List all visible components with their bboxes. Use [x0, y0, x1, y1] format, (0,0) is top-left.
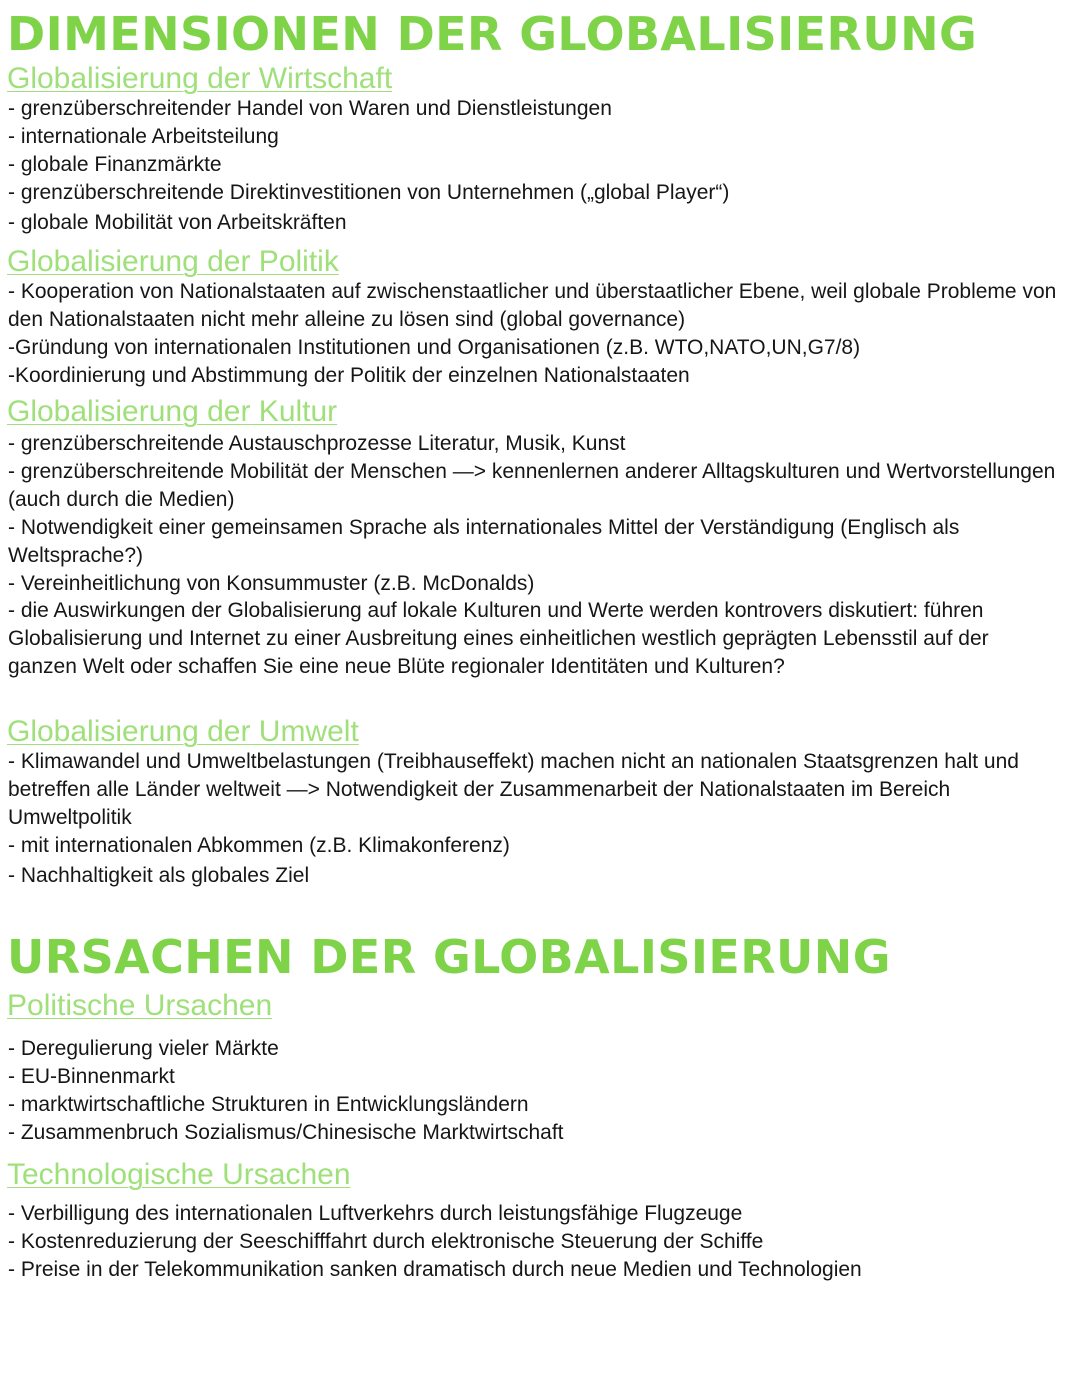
title-ursachen: URSACHEN DER GLOBALISIERUNG	[7, 930, 891, 984]
politisch-line-3: - marktwirtschaftliche Strukturen in Entwicklungsländern	[8, 1093, 529, 1116]
heading-kultur: Globalisierung der Kultur	[7, 395, 338, 428]
politik-line-1: - Kooperation von Nationalstaaten auf zwischenstaatlicher und überstaatlicher Ebene, weil globale Probleme von den Nationalstaaten nicht mehr alleine zu lösen sind (global governance)	[8, 280, 1057, 331]
technologisch-line-3: - Preise in der Telekommunikation sanken dramatisch durch neue Medien und Technologien	[8, 1258, 862, 1281]
politik-line-3: -Koordinierung und Abstimmung der Politik der einzelnen Nationalstaaten	[8, 364, 690, 387]
politisch-line-4: - Zusammenbruch Sozialismus/Chinesische Marktwirtschaft	[8, 1121, 564, 1144]
technologisch-line-1: - Verbilligung des internationalen Luftverkehrs durch leistungsfähige Flugzeuge	[8, 1202, 743, 1225]
politik-line-2: -Gründung von internationalen Institutionen und Organisationen (z.B. WTO,NATO,UN,G7/8)	[8, 336, 861, 359]
kultur-line-1: - grenzüberschreitende Austauschprozesse Literatur, Musik, Kunst	[8, 432, 626, 455]
umwelt-line-3: - Nachhaltigkeit als globales Ziel	[8, 864, 310, 887]
heading-politische-ursachen: Politische Ursachen	[7, 989, 273, 1022]
heading-wirtschaft: Globalisierung der Wirtschaft	[7, 62, 393, 95]
kultur-line-4: - Vereinheitlichung von Konsummuster (z.B. McDonalds)	[8, 572, 535, 595]
heading-umwelt: Globalisierung der Umwelt	[7, 715, 359, 748]
technologisch-line-2: - Kostenreduzierung der Seeschifffahrt durch elektronische Steuerung der Schiffe	[8, 1230, 764, 1253]
heading-technologische-ursachen: Technologische Ursachen	[7, 1158, 351, 1191]
kultur-line-2: - grenzüberschreitende Mobilität der Menschen —> kennenlernen anderer Alltagskulturen und Wertvorstellungen (auch durch die Medien)	[8, 460, 1056, 511]
wirtschaft-line-3: - globale Finanzmärkte	[8, 153, 222, 176]
politisch-line-1: - Deregulierung vieler Märkte	[8, 1037, 279, 1060]
wirtschaft-line-5: - globale Mobilität von Arbeitskräften	[8, 211, 347, 234]
title-dimensionen: DIMENSIONEN DER GLOBALISIERUNG	[7, 7, 978, 61]
umwelt-line-1: - Klimawandel und Umweltbelastungen (Treibhauseffekt) machen nicht an nationalen Staatsgrenzen halt und betreffen alle Länder weltweit —> Notwendigkeit der Zusammenarbeit der Nationalstaaten im Bereich Umweltpolitik	[8, 750, 1019, 829]
umwelt-line-2: - mit internationalen Abkommen (z.B. Klimakonferenz)	[8, 834, 510, 857]
kultur-line-5: - die Auswirkungen der Globalisierung auf lokale Kulturen und Werte werden kontrovers diskutiert: führen Globalisierung und Internet zu einer Ausbreitung eines einheitlichen westlich geprägten Lebensstil auf der ganzen Welt oder schaffen Sie eine neue Blüte regionaler Identitäten und Kulturen?	[8, 599, 989, 678]
heading-politik: Globalisierung der Politik	[7, 245, 339, 278]
kultur-line-3: - Notwendigkeit einer gemeinsamen Sprache als internationales Mittel der Verständigung (Englisch als Weltsprache?)	[8, 516, 960, 567]
wirtschaft-line-1: - grenzüberschreitender Handel von Waren und Dienstleistungen	[8, 97, 612, 120]
wirtschaft-line-2: - internationale Arbeitsteilung	[8, 125, 279, 148]
politisch-line-2: - EU-Binnenmarkt	[8, 1065, 175, 1088]
wirtschaft-line-4: - grenzüberschreitende Direktinvestitionen von Unternehmen („global Player“)	[8, 181, 730, 204]
